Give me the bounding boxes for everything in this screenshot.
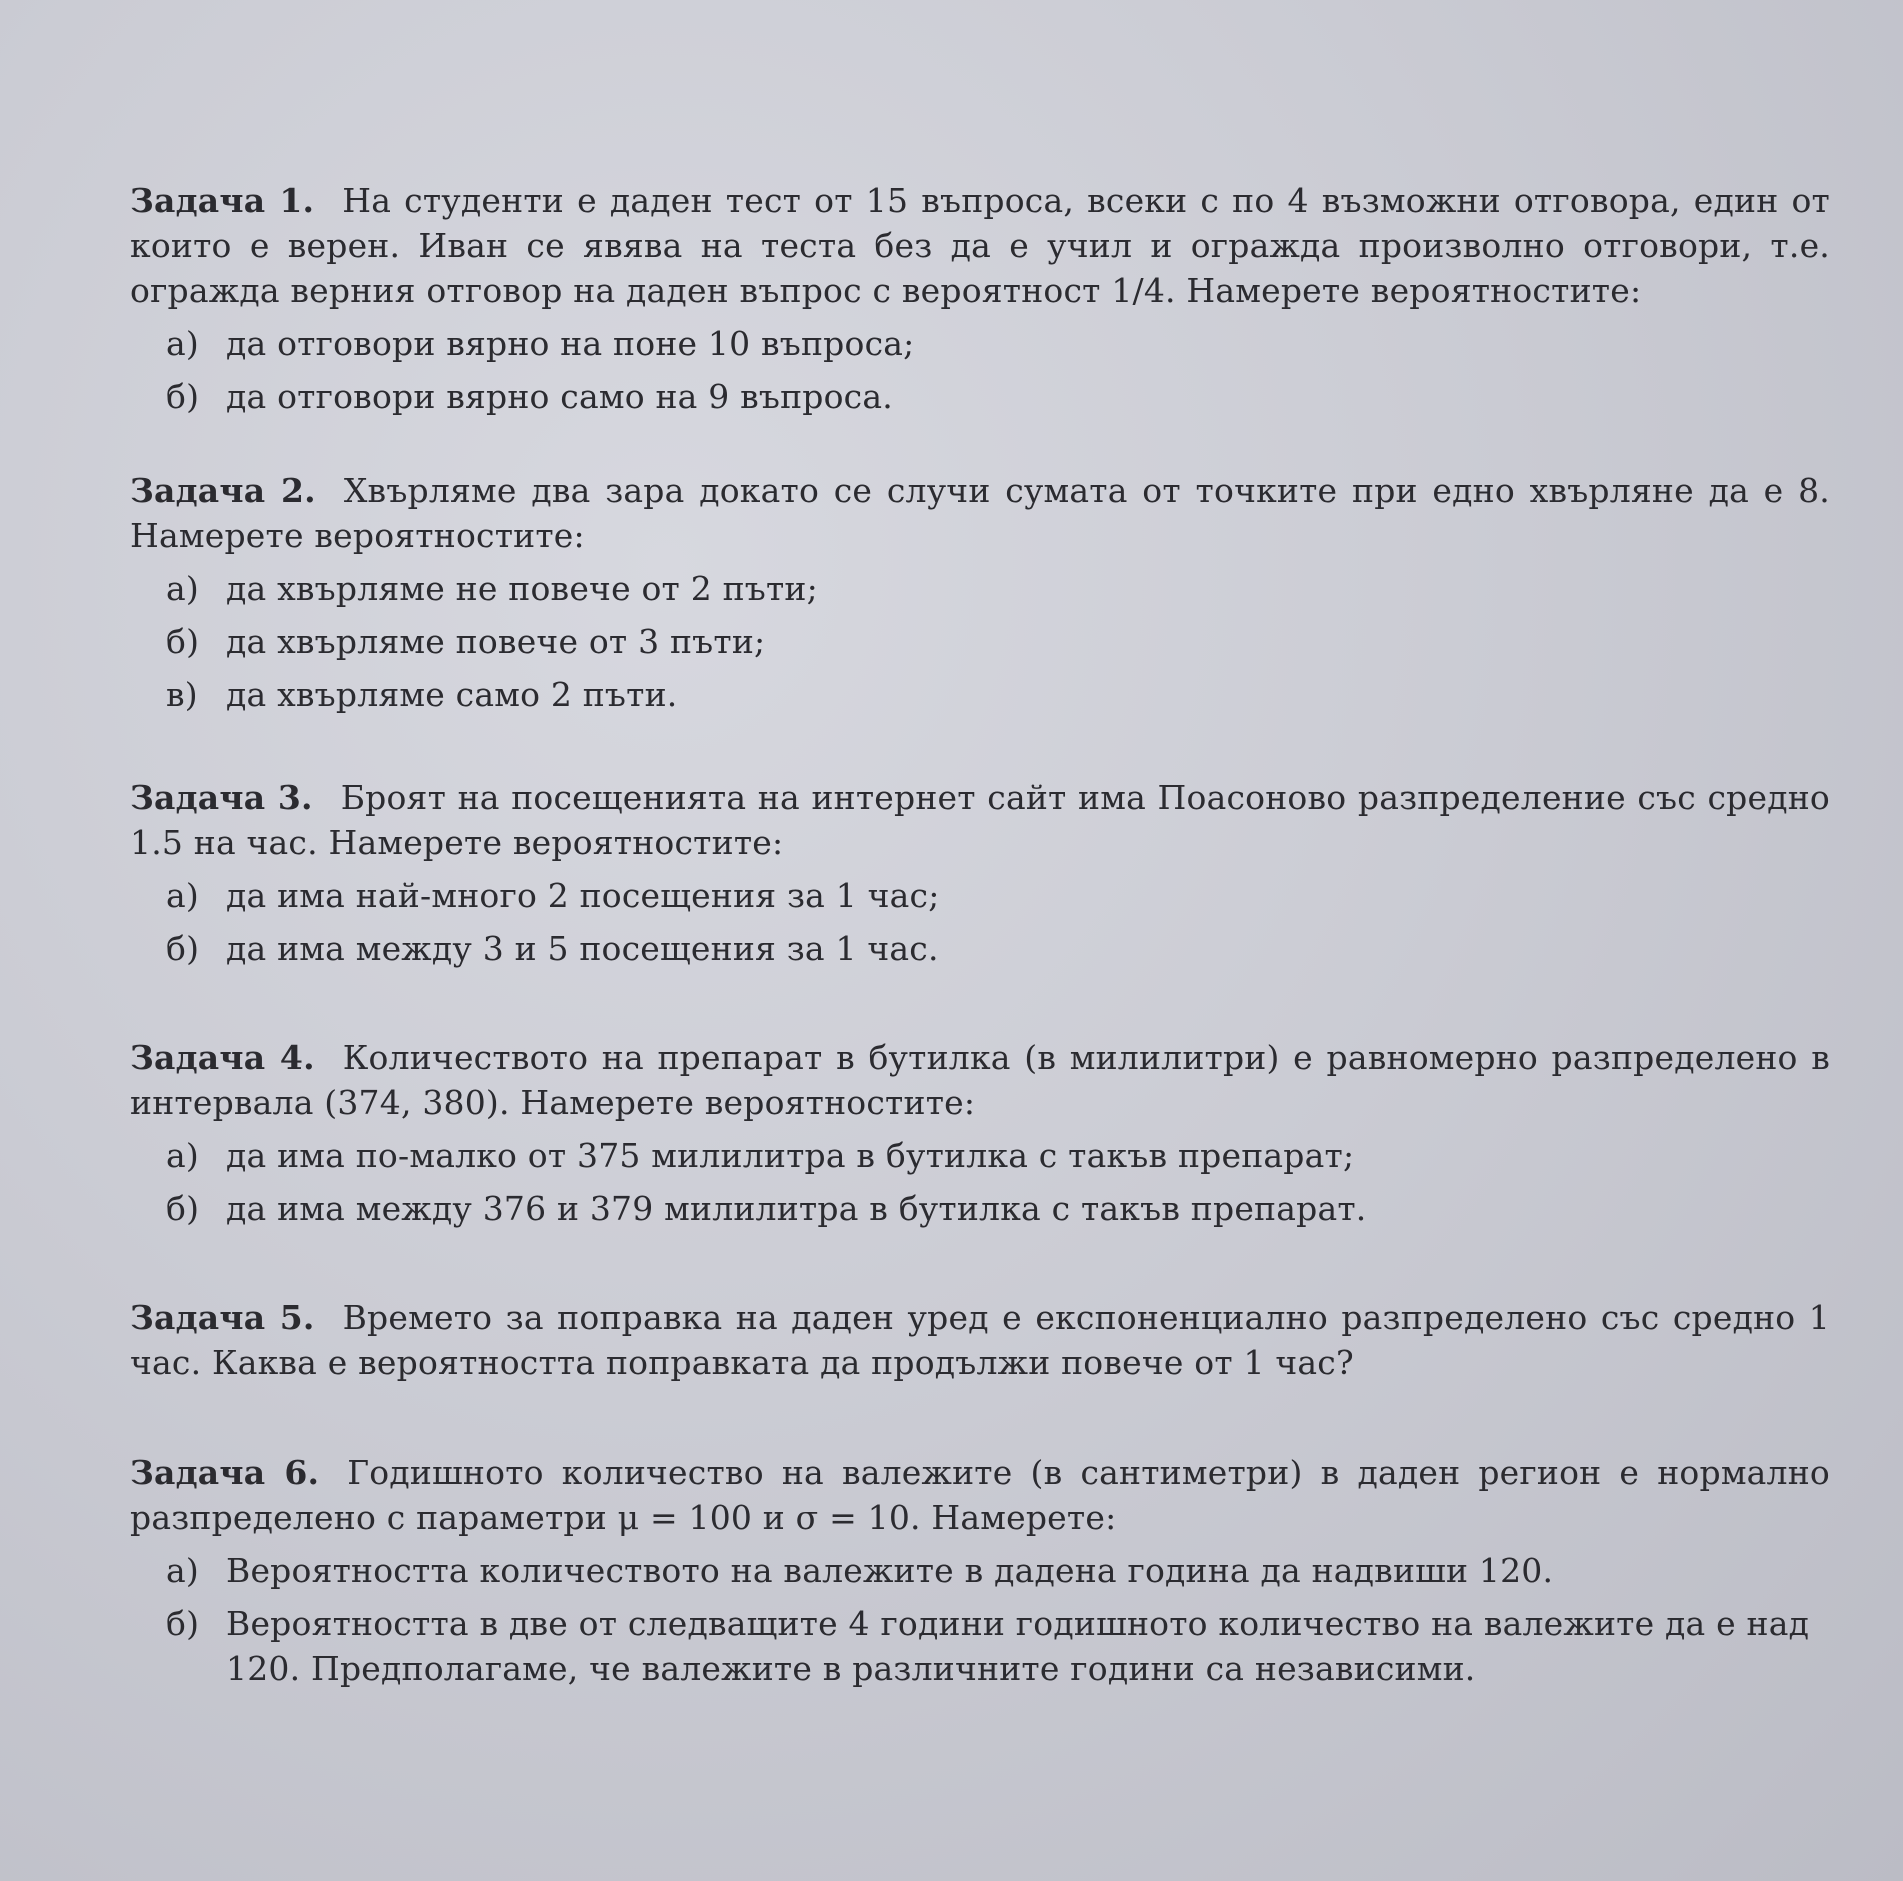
- subquestion: [166, 1186, 1830, 1231]
- subquestion-marker: б): [166, 622, 200, 661]
- task-text: Количеството на препарат в бутилка (в милилитри) е равномерно разпределено в интервала (374, 380). Намерете вероятностите:: [130, 1038, 1830, 1122]
- task-label: Задача 5.: [130, 1298, 315, 1337]
- task-1: [130, 178, 1830, 427]
- subquestion: [166, 672, 1830, 717]
- subquestion-marker: б): [166, 1189, 200, 1228]
- task-label: Задача 3.: [130, 778, 313, 817]
- task-statement: [130, 1035, 1830, 1125]
- task-label: Задача 6.: [130, 1453, 320, 1492]
- task-text: Времето за поправка на даден уред е експоненциално разпределено със средно 1 час. Каква е вероятността поправката да продължи повече от 1 час?: [130, 1298, 1830, 1382]
- task-text: Броят на посещенията на интернет сайт има Поасоново разпределение със средно 1.5 на час. Намерете вероятностите:: [130, 778, 1830, 862]
- subquestion: [166, 1548, 1830, 1593]
- subquestion-marker: а): [166, 569, 199, 608]
- task-2: [130, 468, 1830, 725]
- subquestion-marker: а): [166, 876, 199, 915]
- subquestion-marker: а): [166, 1136, 199, 1175]
- subquestion-marker: а): [166, 324, 199, 363]
- subquestion-text: да има между 3 и 5 посещения за 1 час.: [226, 929, 939, 968]
- subquestion-list: [130, 873, 1830, 971]
- task-3: [130, 775, 1830, 979]
- subquestion: [166, 374, 1830, 419]
- task-text: На студенти е даден тест от 15 въпроса, всеки с по 4 възможни отговора, един от които е верен. Иван се явява на теста без да е учил и огражда произволно отговори, т.е. огражда верния отговор на даден въпрос с вероятност 1/4. Намерете вероятностите:: [130, 181, 1830, 310]
- subquestion-marker: б): [166, 929, 200, 968]
- subquestion: [166, 1133, 1830, 1178]
- subquestion: [166, 926, 1830, 971]
- task-label: Задача 2.: [130, 471, 316, 510]
- task-4: [130, 1035, 1830, 1239]
- task-text: Годишното количество на валежите (в сантиметри) в даден регион е нормално разпределено с параметри μ = 100 и σ = 10. Намерете:: [130, 1453, 1830, 1537]
- subquestion: [166, 619, 1830, 664]
- task-statement: [130, 178, 1830, 313]
- subquestion-text: да хвърляме не повече от 2 пъти;: [226, 569, 818, 608]
- subquestion-marker: в): [166, 675, 198, 714]
- subquestion-text: да отговори вярно на поне 10 въпроса;: [226, 324, 915, 363]
- task-label: Задача 4.: [130, 1038, 315, 1077]
- subquestion: [166, 873, 1830, 918]
- task-statement: [130, 468, 1830, 558]
- subquestion-list: [130, 566, 1830, 717]
- subquestion-text: да има най-много 2 посещения за 1 час;: [226, 876, 940, 915]
- subquestion-text: Вероятността количеството на валежите в дадена година да надвиши 120.: [226, 1551, 1554, 1590]
- subquestion-marker: а): [166, 1551, 199, 1590]
- subquestion-text: да има по-малко от 375 милилитра в бутилка с такъв препарат;: [226, 1136, 1355, 1175]
- subquestion-text: да хвърляме само 2 пъти.: [226, 675, 678, 714]
- subquestion-text: Вероятността в две от следващите 4 години годишното количество на валежите да е над 120. Предполагаме, че валежите в различните години са независими.: [226, 1604, 1810, 1688]
- task-5: [130, 1295, 1830, 1385]
- task-statement: [130, 775, 1830, 865]
- task-label: Задача 1.: [130, 181, 315, 220]
- subquestion: [166, 1601, 1830, 1691]
- task-statement: [130, 1450, 1830, 1540]
- task-statement: [130, 1295, 1830, 1385]
- subquestion: [166, 321, 1830, 366]
- subquestion-marker: б): [166, 377, 200, 416]
- subquestion: [166, 566, 1830, 611]
- subquestion-list: [130, 321, 1830, 419]
- subquestion-list: [130, 1548, 1830, 1691]
- task-6: [130, 1450, 1830, 1699]
- subquestion-marker: б): [166, 1604, 200, 1643]
- task-text: Хвърляме два зара докато се случи сумата от точките при едно хвърляне да е 8. Намерете вероятностите:: [130, 471, 1830, 555]
- subquestion-text: да хвърляме повече от 3 пъти;: [226, 622, 766, 661]
- subquestion-text: да отговори вярно само на 9 въпроса.: [226, 377, 893, 416]
- subquestion-list: [130, 1133, 1830, 1231]
- subquestion-text: да има между 376 и 379 милилитра в бутилка с такъв препарат.: [226, 1189, 1367, 1228]
